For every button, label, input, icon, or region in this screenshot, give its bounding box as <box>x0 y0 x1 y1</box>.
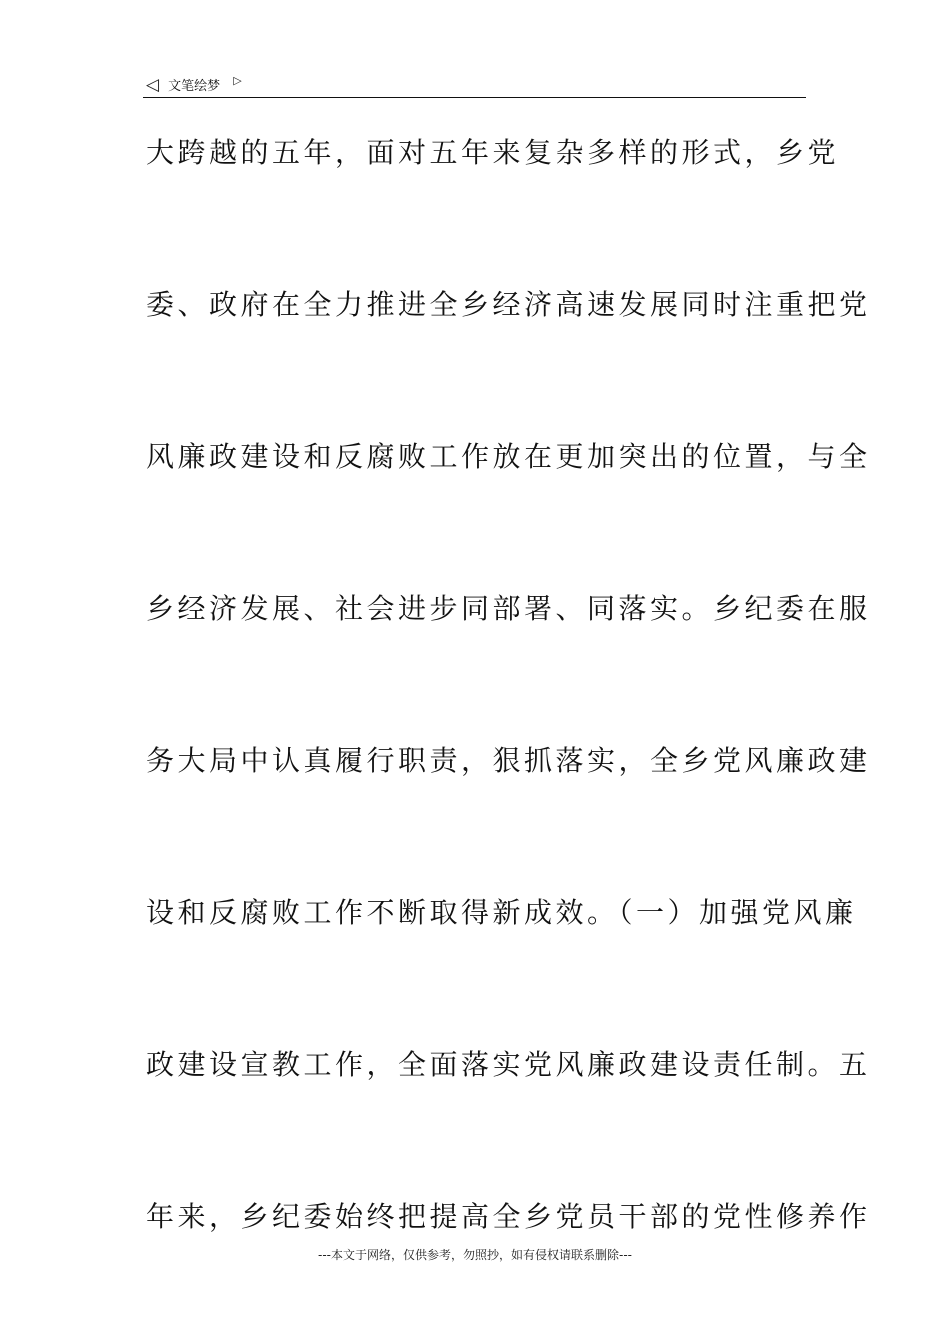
body-line: 政建设宣教工作，全面落实党风廉政建设责任制。五 <box>146 1048 871 1081</box>
body-line: 委、政府在全力推进全乡经济高速发展同时注重把党 <box>146 288 871 321</box>
triangle-right-icon: ▷ <box>233 74 242 87</box>
body-line: 乡经济发展、社会进步同部署、同落实。乡纪委在服 <box>146 592 871 625</box>
body-line: 风廉政建设和反腐败工作放在更加突出的位置，与全 <box>146 440 871 473</box>
body-line: 年来，乡纪委始终把提高全乡党员干部的党性修养作 <box>146 1200 871 1233</box>
brand-name: 文笔绘梦 <box>168 79 221 94</box>
document-body <box>146 127 871 1343</box>
triangle-left-icon: ◁ <box>146 74 160 95</box>
body-line: 设和反腐败工作不断取得新成效。（一）加强党风廉 <box>146 896 857 929</box>
body-line: 大跨越的五年，面对五年来复杂多样的形式，乡党 <box>146 136 840 169</box>
page-header <box>146 74 806 98</box>
body-line: 务大局中认真履行职责，狠抓落实，全乡党风廉政建 <box>146 744 871 777</box>
footer-notice: ---本文于网络，仅供参考，勿照抄，如有侵权请联系删除--- <box>318 1248 632 1262</box>
header-divider <box>143 97 806 98</box>
